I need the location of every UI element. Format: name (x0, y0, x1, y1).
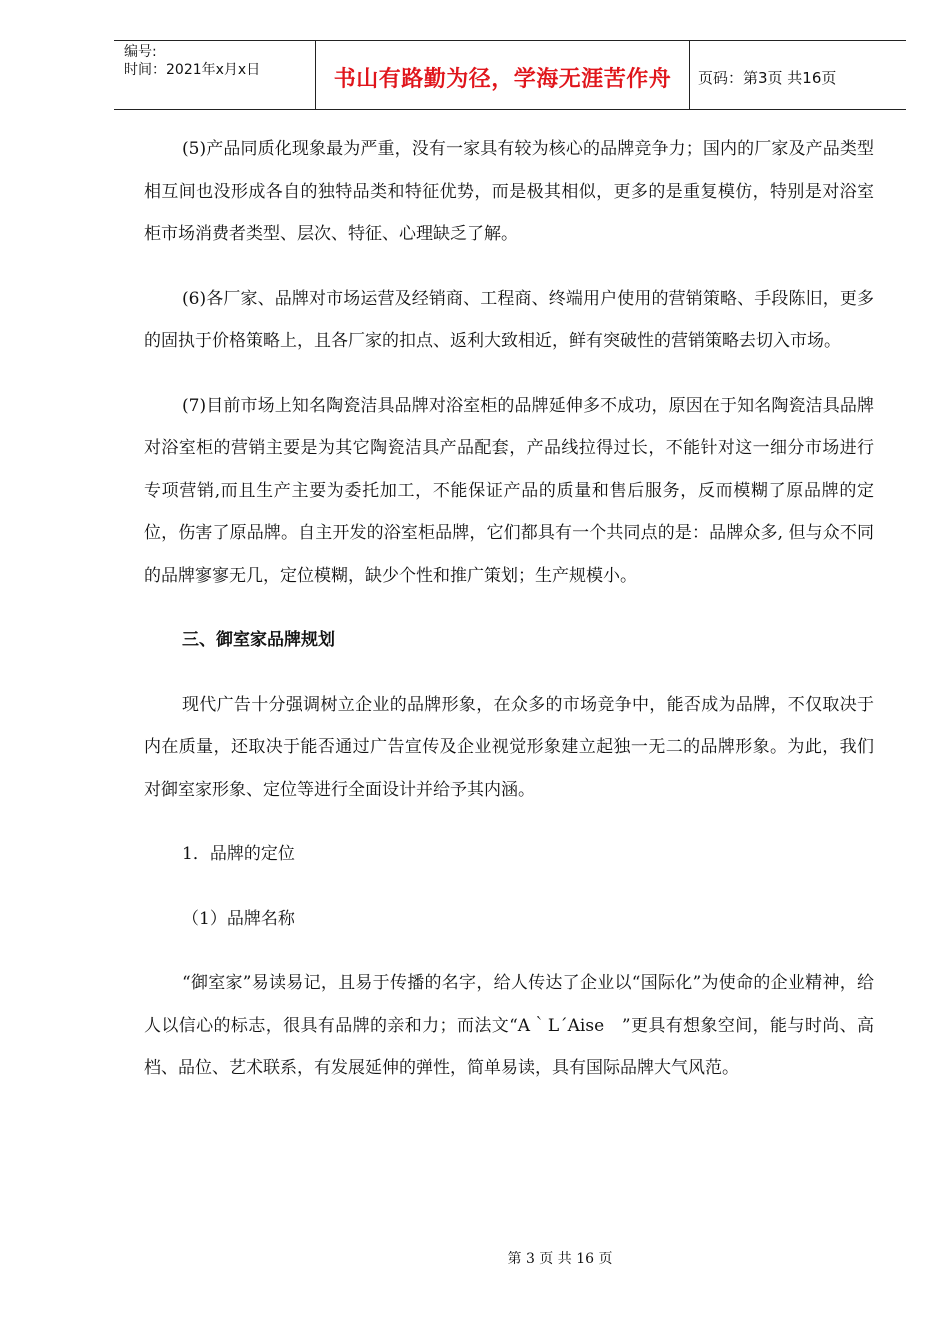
intro-paragraph: 现代广告十分强调树立企业的品牌形象，在众多的市场竞争中，能否成为品牌，不仅取决于内在质量，还取决于能否通过广告宣传及企业视觉形象建立起独一无二的品牌形象。为此，我们对御室家形象、定位等进行全面设计并给予其内涵。 (144, 694, 874, 800)
page-header (114, 40, 906, 110)
page-footer: 第 3 页 共 16 页 (507, 1251, 613, 1267)
number-label: 编号: (124, 44, 157, 60)
paragraph-7: (7)目前市场上知名陶瓷洁具品牌对浴室柜的品牌延伸多不成功，原因在于知名陶瓷洁具品牌对浴室柜的营销主要是为其它陶瓷洁具产品配套，产品线拉得过长，不能针对这一细分市场进行专项营销,而且生产主要为委托加工，不能保证产品的质量和售后服务，反而模糊了原品牌的定位，伤害了原品牌。自主开发的浴室柜品牌，它们都具有一个共同点的是：品牌众多, 但与众不同的品牌寥寥无几，定位模糊，缺少个性和推广策划；生产规模小。 (144, 395, 874, 586)
header-meta (114, 41, 316, 109)
section-heading: 三、御室家品牌规划 (182, 630, 335, 650)
document-body (144, 128, 874, 1090)
paragraph-5: (5)产品同质化现象最为严重，没有一家具有较为核心的品牌竞争力；国内的厂家及产品类型相互间也没形成各自的独特品类和特征优势，而是极其相似，更多的是重复模仿，特别是对浴室柜市场消费者类型、层次、特征、心理缺乏了解。 (144, 139, 874, 244)
header-motto: 书山有路勤为径，学海无涯苦作舟 (316, 41, 690, 109)
header-page-info: 页码：第3页 共16页 (698, 68, 837, 87)
time-label: 时间：2021年x月x日 (124, 62, 261, 78)
subheading-brand-name: （1）品牌名称 (182, 908, 295, 929)
subheading-brand-positioning: 1．品牌的定位 (182, 844, 295, 864)
paragraph-6: (6)各厂家、品牌对市场运营及经销商、工程商、终端用户使用的营销策略、手段陈旧，更多的固执于价格策略上，且各厂家的扣点、返利大致相近，鲜有突破性的营销策略去切入市场。 (144, 288, 874, 351)
brand-name-paragraph: “御室家”易读易记，且易于传播的名字，给人传达了企业以“国际化”为使命的企业精神，给人以信心的标志，很具有品牌的亲和力；而法文“A｀L´Aise ”更具有想象空间，能与时尚、高档、品位、艺术联系，有发展延伸的弹性，简单易读，具有国际品牌大气风范。 (144, 973, 874, 1078)
